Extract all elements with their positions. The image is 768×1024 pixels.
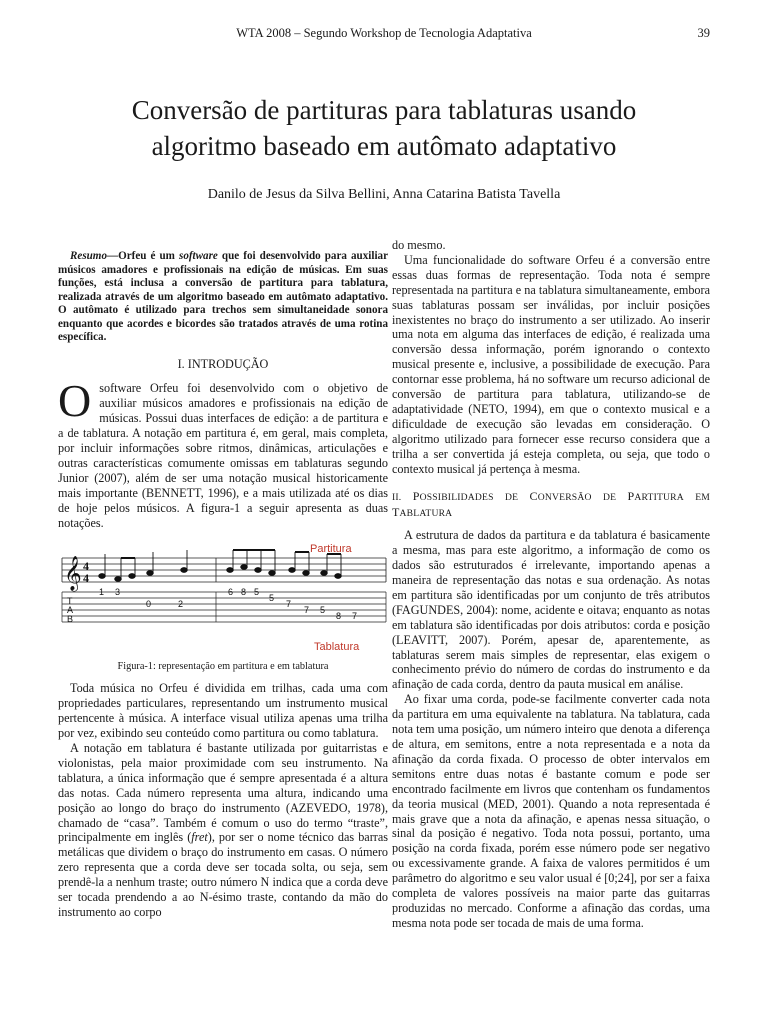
section-2-paragraph-1: A estrutura de dados da partitura e da tablatura é basicamente a mesma, mas para este algoritmo, a informação de como os dados são estruturados é irrelevante, importando apenas a maneira de representação das notas e sua ordenação. As notas em partitura são identificadas por um conjunto de três atributos (FAGUNDES, 2004): nome, acidente e oitava; enquanto as notas em tablatura são identificadas por dois atributos: corda e posição (LEAVITT, 2007). Porém, apesar de, aparentemente, as tablaturas serem mais simples de representar, elas exigem o conhecimento prévio do número de cordas do instrumento e da afinação de cada corda, dentro da pauta musical em análise. xyxy=(392,528,710,692)
tab-number: 8 xyxy=(241,587,247,598)
tab-number: 1 xyxy=(99,587,105,598)
heading-word: ABLATURA xyxy=(399,508,453,520)
tab-clef xyxy=(67,596,73,624)
continuation-line: do mesmo. xyxy=(392,238,446,252)
time-signature xyxy=(83,559,89,585)
section-1-heading: I. INTRODUÇÃO xyxy=(177,356,269,371)
running-title: WTA 2008 – Segundo Workshop de Tecnologia Adaptativa xyxy=(236,26,532,40)
score-notes xyxy=(99,550,342,581)
title-line-1: Conversão de partituras para tablaturas usando xyxy=(131,95,637,125)
tab-letter-a: A xyxy=(67,605,74,616)
running-header xyxy=(0,26,768,44)
figure-1-graphic xyxy=(58,540,388,658)
heading-word: ONVERSÃO xyxy=(537,491,592,503)
abstract-software-word: software xyxy=(179,250,218,262)
heading-initial: P xyxy=(627,488,635,503)
intro-paragraph-3-text-b: ), por ser o nome técnico das barras metálicas que dividem o braço do instrumento em casas. O número zero representa que a corda deve ser tocada solta, ou seja, sem prendê-la a nenhum traste; outro número N indica que a corda deve ser tocada prendendo a ao N-ésimo traste, contando da mão do instrumento ao corpo xyxy=(58,830,388,919)
heading-word: DE xyxy=(504,491,519,503)
page-number: 39 xyxy=(697,26,710,40)
title-line-2: algoritmo baseado em autômato adaptativo xyxy=(151,131,617,161)
intro-paragraph-3 xyxy=(58,741,388,920)
drop-cap: O xyxy=(58,375,92,427)
paper-title xyxy=(60,92,708,164)
section-2-paragraph-2: Ao fixar uma corda, pode-se facilmente converter cada nota da partitura em uma equivalente na tablatura. Na tablatura, cada nota tem uma posição, um número inteiro que denota a diferença de altura, em semitons, entre a nota representada e a nota da afinação da corda fixada. O processo de obter intervalos em semitons entre duas notas é bastante comum e pode ser encontrado facilmente em livros que contenham os fundamentos da teoria musical (MED, 2001). Quando a nota representada é mais grave que a nota da afinação, e apenas nessa situação, o sinal da posição é negativo. Toda nota possui, portanto, uma posição na corda fixada, porém esse número pode ser negativo ou excessivamente grande. A faixa de valores permitidos é um parâmetro do algoritmo e seu valor usual é [0;24], por ser a faixa completa de valores possíveis na maior parte das guitarras produzidas no mercado. Conforme a afinação das cordas, uma mesma nota pode ser tocada de mais de uma forma. xyxy=(392,692,710,930)
figure-caption: Figura-1: representação em partitura e em tablatura xyxy=(117,661,329,673)
tab-number: 5 xyxy=(254,587,260,598)
fret-word: fret xyxy=(191,830,208,845)
abstract-dash: —Orfeu é um xyxy=(107,250,179,262)
intro-paragraph-2: Toda música no Orfeu é dividida em trilhas, cada uma com propriedades particulares, representando um instrumento musical pertencente à música. A interface visual utiliza apenas uma trilha por vez, exibindo seu conteúdo como partitura ou como tablatura. xyxy=(58,681,388,741)
figure-label-partitura: Partitura xyxy=(310,543,352,556)
heading-initial: P xyxy=(412,488,420,503)
authors: Danilo de Jesus da Silva Bellini, Anna Catarina Batista Tavella xyxy=(207,187,561,202)
figure-label-tablatura: Tablatura xyxy=(314,641,360,654)
treble-clef-icon: 𝄞 xyxy=(64,556,82,592)
tab-number: 2 xyxy=(178,599,184,610)
tab-letter-b: B xyxy=(67,614,74,625)
tab-number: 7 xyxy=(352,611,358,622)
tab-number: 6 xyxy=(228,587,234,598)
abstract xyxy=(58,250,388,345)
tab-number: 7 xyxy=(304,605,310,616)
tab-number: 7 xyxy=(286,599,292,610)
right-paragraph-1: Uma funcionalidade do software Orfeu é a conversão entre essas duas formas de representação. Toda nota é sempre representada na partitura e na tablatura simultaneamente, embora suas tablaturas possam ser inválidas, por incluir posições inexistentes no braço do instrumento a ser utilizado. Ao inserir uma nota em alguma das interfaces de edição, é realizada uma conversão dessa informação, porém ignorando o contexto musical presente e, inclusive, a possibilidade de execução. Para contornar esse problema, há no software um recurso adicional de conversão de partitura para tablatura, utilizando-se de adaptatividade (NETO, 1994), em que o contexto musical e a dificuldade de execução são levadas em consideração. O algoritmo utilizado para fornecer esse recurso considera que a trilha a ser convertida já esteja completa, ou seja, que todo o contexto musical já pertença à mesma. xyxy=(392,252,710,476)
tab-number: 0 xyxy=(146,599,152,610)
section-2-heading xyxy=(392,489,710,523)
tab-number: 5 xyxy=(320,605,326,616)
figure-1 xyxy=(58,540,388,658)
intro-paragraph-1-text: software Orfeu foi desenvolvido com o objetivo de auxiliar músicos amadores e profissionais na edição de músicas. Possui duas interfaces de edição: a de partitura e a de tablatura. A notação em partitura é, em geral, mais completa, por incluir informações sobre ritmos, dinâmicas, articulações e outras características comumente omissas em tablaturas segundo Junior (2007), além de ser uma notação musical historicamente mais importante (BENNETT, 1996), e a mais utilizada até os dias de hoje pelos músicos. A figura-1 a seguir apresenta as duas notações. xyxy=(58,381,388,530)
heading-word: DE xyxy=(602,491,617,503)
abstract-text: que foi desenvolvido para auxiliar músicos amadores e profissionais na edição de músicas. Em suas funções, está inclusa a conversão de partitura para tablatura, realizada através de um algoritmo baseado em autômato adaptativo. O autômato é utilizado para trechos sem simultaneidade sonora enquanto que acordes e bicordes são tratados através de uma rotina específica. xyxy=(58,250,388,343)
svg-text:4: 4 xyxy=(83,571,89,586)
intro-paragraph-1 xyxy=(58,375,388,530)
heading-word: ARTITURA xyxy=(634,491,684,503)
section-2-numeral: II. xyxy=(392,491,402,503)
tab-letter-t: T xyxy=(67,596,73,607)
right-column xyxy=(392,238,710,931)
heading-word: OSSIBILIDADES xyxy=(419,491,494,503)
heading-word: EM xyxy=(695,491,711,503)
tab-number: 8 xyxy=(336,611,342,622)
tab-number: 3 xyxy=(115,587,121,598)
tab-number: 5 xyxy=(269,593,275,604)
heading-initial: T xyxy=(392,505,400,520)
left-column xyxy=(58,238,388,920)
heading-initial: C xyxy=(529,488,538,503)
intro-paragraph-3-text-a: A notação em tablatura é bastante utilizada por guitarristas e violonistas, pela maior proximidade com seu instrumento. Na tablatura, a única informação que é sempre apresentada é a altura das notas. Cada número representa uma altura, indicando uma posição ao longo do braço do instrumento (AZEVEDO, 1978), chamado de “casa”. Também é comum o uso do termo “traste”, principalmente em inglês ( xyxy=(58,741,388,845)
abstract-label: Resumo xyxy=(70,250,107,262)
svg-text:4: 4 xyxy=(83,559,89,574)
